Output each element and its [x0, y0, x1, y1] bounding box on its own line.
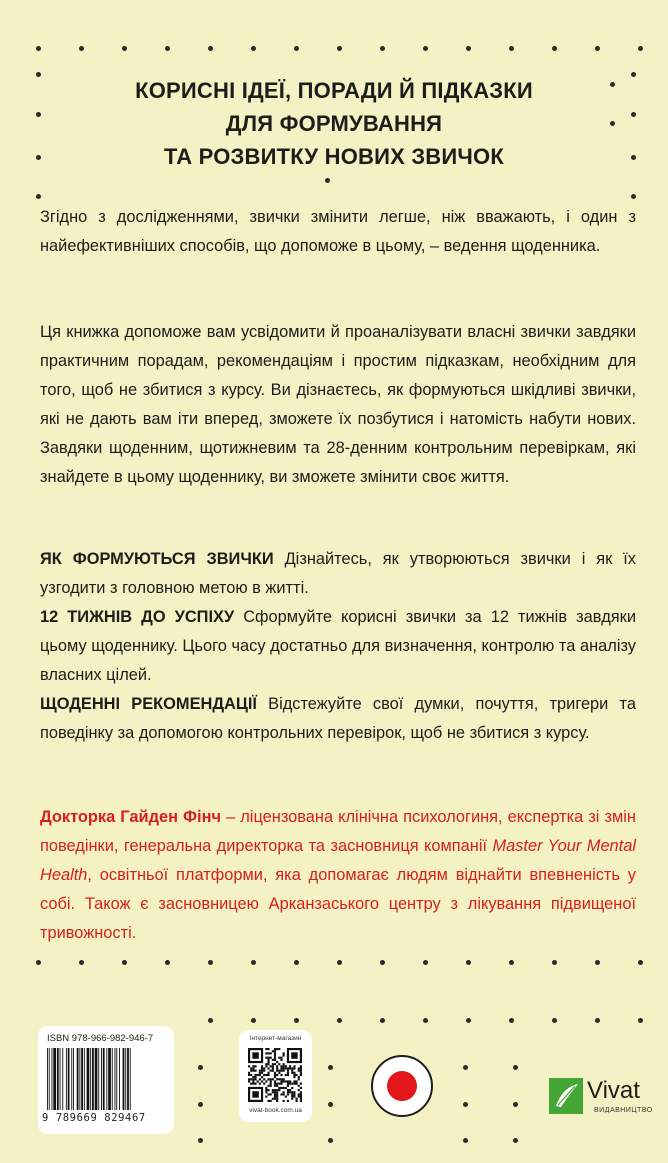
- dot: [466, 1018, 471, 1023]
- feature-item: [40, 690, 636, 748]
- dot: [208, 1018, 213, 1023]
- company-name: Master Your Mental Health: [40, 837, 636, 884]
- dot: [198, 1065, 203, 1070]
- dot: [513, 1102, 518, 1107]
- feature-heading: ЩОДЕННІ РЕКОМЕНДАЦІЇ: [40, 695, 257, 713]
- dot: [294, 1018, 299, 1023]
- dot: [463, 1138, 468, 1143]
- dot: [122, 46, 127, 51]
- dot: [294, 46, 299, 51]
- dot: [337, 46, 342, 51]
- dot: [610, 121, 615, 126]
- dot: [328, 1102, 333, 1107]
- vivat-leaf-icon: [549, 1078, 583, 1114]
- dot: [337, 960, 342, 965]
- dot: [463, 1065, 468, 1070]
- red-circle-icon: [387, 1071, 417, 1101]
- dot: [509, 1018, 514, 1023]
- dot: [36, 194, 41, 199]
- features-list: [40, 545, 636, 748]
- dot: [380, 960, 385, 965]
- dot: [638, 960, 643, 965]
- dot: [325, 178, 330, 183]
- dot: [328, 1065, 333, 1070]
- dot: [423, 960, 428, 965]
- dot: [198, 1138, 203, 1143]
- dot: [631, 155, 636, 160]
- dot: [595, 46, 600, 51]
- qr-url: vivat-book.com.ua: [249, 1107, 302, 1114]
- dot: [79, 960, 84, 965]
- dot: [208, 960, 213, 965]
- title-line-3: ТА РОЗВИТКУ НОВИХ ЗВИЧОК: [163, 144, 504, 169]
- dot: [513, 1138, 518, 1143]
- barcode-icon: [47, 1048, 165, 1110]
- dot: [208, 46, 213, 51]
- qr-label: Інтернет-магазин: [249, 1035, 302, 1042]
- feature-text: Відстежуйте свої думки, почуття, тригери та поведінку за допомогою контрольних перевірок, щоб не збитися з курсу.: [40, 695, 636, 742]
- feature-heading: ЯК ФОРМУЮТЬСЯ ЗВИЧКИ: [40, 550, 274, 568]
- qr-code-icon[interactable]: [248, 1048, 302, 1102]
- dot: [631, 72, 636, 77]
- dot: [122, 960, 127, 965]
- dot: [595, 1018, 600, 1023]
- dot: [36, 155, 41, 160]
- dot: [552, 960, 557, 965]
- description-paragraph: Ця книжка допоможе вам усвідомити й проаналізувати власні звички завдяки практичним порадам, рекомендаціям і простим підказкам, необхідним для того, щоб не збитися з курсу. Ви дізнаєтесь, як формуються шкідливі звички, які не дають вам іти вперед, зможете їх позбутися і натомість набути нових. Завдяки щоденним, щотижневим та 28-денним контрольним перевіркам, які знайдете в цьому щоденнику, ви зможете змінити своє життя.: [40, 323, 636, 486]
- dot: [638, 46, 643, 51]
- dot: [165, 46, 170, 51]
- dot: [165, 960, 170, 965]
- feature-item: [40, 545, 636, 603]
- intro-paragraph: Згідно з дослідженнями, звички змінити легше, ніж вважають, і один з найефективніших способів, що допоможе в цьому, – ведення щоденника.: [40, 208, 636, 255]
- dot: [251, 960, 256, 965]
- author-bio: Докторка Гайден Фінч – ліцензована клінічна психологиня, експертка зі змін поведінки, генеральна директорка та засновниця компанії Master Your Mental Health, освітньої платформи, яка допомагає людям віднайти впевненість у собі. Також є засновницею Арканзаського центру з лікування підвищеної тривожності.: [40, 808, 636, 942]
- round-badge-icon: [371, 1055, 433, 1117]
- dot: [638, 1018, 643, 1023]
- dot: [552, 1018, 557, 1023]
- dot: [463, 1102, 468, 1107]
- dot: [466, 960, 471, 965]
- dot: [595, 960, 600, 965]
- publisher-subtitle: ВИДАВНИЦТВО: [594, 1107, 653, 1114]
- author-name: Докторка Гайден Фінч: [40, 808, 222, 826]
- feature-text: Сформуйте корисні звички за 12 тижнів завдяки цьому щоденнику. Цього часу достатньо для визначення, контролю та аналізу власних цілей.: [40, 608, 637, 684]
- dot: [423, 1018, 428, 1023]
- dot: [294, 960, 299, 965]
- cover-title: [60, 74, 608, 173]
- dot: [328, 1138, 333, 1143]
- feature-heading: 12 ТИЖНІВ ДО УСПІХУ: [40, 608, 235, 626]
- feature-item: [40, 603, 636, 690]
- dot: [610, 82, 615, 87]
- barcode-card: [38, 1026, 174, 1134]
- qr-card: [239, 1030, 312, 1122]
- dot: [552, 46, 557, 51]
- dot: [36, 72, 41, 77]
- dot: [251, 1018, 256, 1023]
- dot: [631, 194, 636, 199]
- dot: [423, 46, 428, 51]
- feature-text: Дізнайтесь, як утворюються звички і як їх узгодити з головною метою в житті.: [40, 550, 636, 597]
- dot: [466, 46, 471, 51]
- dot: [631, 112, 636, 117]
- dot: [251, 46, 256, 51]
- dot: [337, 1018, 342, 1023]
- dot: [36, 960, 41, 965]
- dot: [36, 46, 41, 51]
- title-line-2: ДЛЯ ФОРМУВАННЯ: [225, 111, 443, 136]
- dot: [513, 1065, 518, 1070]
- publisher-logo-text: Vivat: [587, 1077, 640, 1104]
- dot: [509, 46, 514, 51]
- dot: [380, 46, 385, 51]
- dot: [36, 112, 41, 117]
- dot: [198, 1102, 203, 1107]
- dot: [380, 1018, 385, 1023]
- isbn-text: ISBN 978-966-982-946-7: [47, 1033, 154, 1044]
- dot: [509, 960, 514, 965]
- dot: [79, 46, 84, 51]
- title-line-1: КОРИСНІ ІДЕЇ, ПОРАДИ Й ПІДКАЗКИ: [135, 78, 533, 103]
- ean-number: 9 789669 829467: [42, 1112, 146, 1124]
